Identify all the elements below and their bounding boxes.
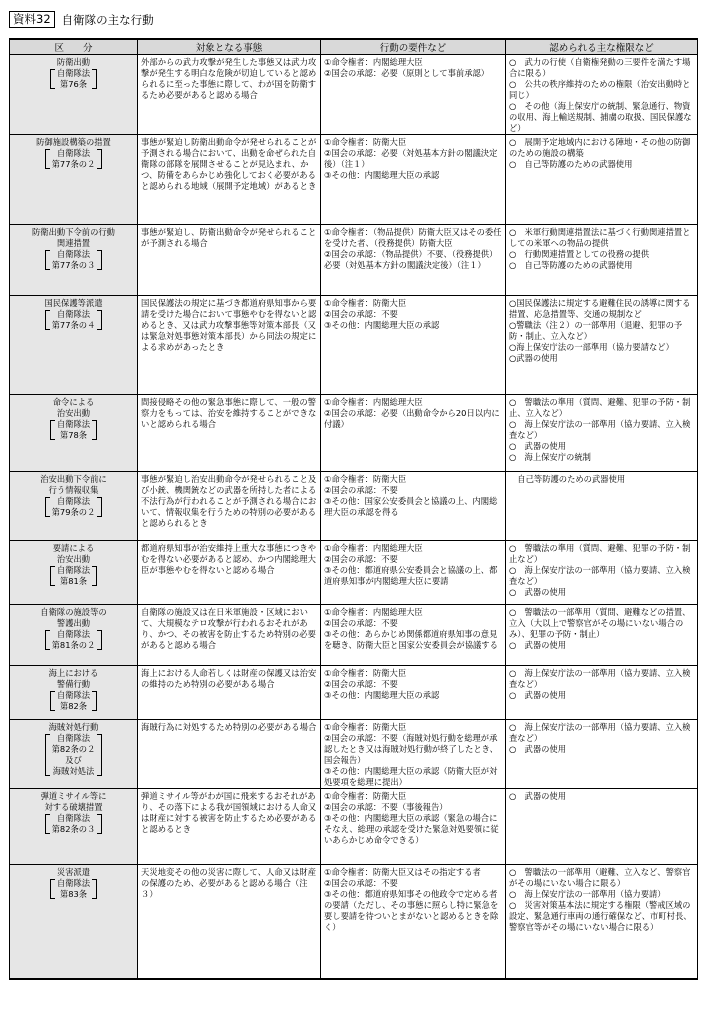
requirement-item: ①命令権者：防衛大臣 — [324, 722, 407, 732]
law-line: 自衛隊法 — [56, 813, 91, 823]
law-reference — [45, 733, 103, 777]
authority-item: ○ 行動関連措置としての役務の提供 — [509, 249, 649, 259]
reference-label: 資料32 — [9, 11, 55, 28]
column-header-requirements: 行動の要件など — [321, 39, 506, 55]
authorities-cell — [506, 720, 698, 789]
requirement-item: ②国会の承認：（物品提供）不要、（役務提供）必要（対処基本方針の閣議決定後）（注１） — [324, 249, 498, 270]
authority-item: ○ 海上保安庁法の一部準用（協力要請、立入検査など） — [509, 668, 691, 689]
authorities-cell — [506, 865, 698, 979]
condition-cell: 海上における人命若しくは財産の保護又は治安の維持のため特別の必要がある場合 — [138, 666, 321, 720]
requirement-item: ②国会の承認：不要 — [324, 485, 398, 495]
law-reference — [50, 878, 97, 900]
requirement-item: ①命令権者：防衛大臣又はその指定する者 — [324, 867, 481, 877]
authority-item: ○ 公共の秩序維持のための権限（治安出動時と同じ） — [509, 79, 691, 100]
table-row — [10, 135, 698, 225]
table-row — [10, 605, 698, 666]
row-category-cell — [10, 605, 138, 666]
requirement-item: ②国会の承認：不要 — [324, 309, 398, 319]
law-line: 第78条 — [59, 430, 88, 440]
law-reference — [45, 629, 103, 651]
requirement-item: ②国会の承認：不要 — [324, 618, 398, 628]
authority-item: ○ 武器の使用 — [509, 587, 567, 597]
condition-cell: 天災地変その他の災害に際して、人命又は財産の保護のため、必要があると認める場合（注３） — [138, 865, 321, 979]
table-row — [10, 296, 698, 395]
law-line: 自衛隊法 — [56, 565, 91, 575]
requirement-item: ①命令権者：防衛大臣 — [324, 298, 407, 308]
authority-item: ○ 武力の行使（自衛権発動の三要件を満たす場合に限る） — [509, 57, 691, 78]
authority-item: ○警職法（注２）の一部準用（退避、犯罪の予防・制止、立入など） — [509, 320, 683, 341]
requirement-item: ②国会の承認：不要（海賊対処行動を総理が承認したとき又は海賊対処行動が終了したとき、国会報告） — [324, 733, 498, 765]
row-category-cell — [10, 789, 138, 865]
category-name: 弾道ミサイル等に — [40, 791, 107, 801]
requirement-item: ②国会の承認：必要（対処基本方針の閣議決定後）（注１） — [324, 148, 498, 169]
authority-item: ○ 警職法の一部準用（避難、立入など、警察官がその場にいない場合に限る） — [509, 867, 691, 888]
requirements-cell — [321, 472, 506, 541]
law-line: 自衛隊法 — [56, 249, 91, 259]
law-line: 第77条の３ — [51, 260, 96, 270]
category-name: 要請による — [52, 543, 95, 553]
requirement-item: ③その他：内閣総理大臣の承認（緊急の場合にそなえ、総理の承認を受けた緊急対処要領に従いあらかじめ命令できる） — [324, 813, 499, 845]
requirement-item: ②国会の承認：必要（出動命令から20日以内に付議） — [324, 408, 500, 429]
condition-cell: 事態が緊迫し治安出動命令が発せられること及び小銃、機関銃などの武器を所持した者による不法行為が行われることが予測される場合において、情報収集を行うための特別の必要があると認められるとき — [138, 472, 321, 541]
row-category-cell — [10, 666, 138, 720]
law-reference — [50, 690, 97, 712]
category-name: 防衛出動下令前の行動 — [32, 227, 115, 237]
requirements-cell — [321, 865, 506, 979]
authorities-cell — [506, 395, 698, 472]
condition-cell: 自衛隊の施設又は在日米軍施設・区域において、大規模なテロ攻撃が行われるおそれがあり、かつ、その被害を防止するため特別の必要があると認める場合 — [138, 605, 321, 666]
law-reference — [45, 813, 103, 835]
requirements-cell — [321, 605, 506, 666]
requirement-item: ②国会の承認：不要 — [324, 878, 398, 888]
condition-cell: 事態が緊迫し、防衛出動命令が発せられることが予測される場合 — [138, 225, 321, 296]
table-row — [10, 395, 698, 472]
law-reference — [50, 419, 97, 441]
table-row — [10, 225, 698, 296]
condition-cell: 弾道ミサイル等がわが国に飛来するおそれがあり、その落下による我が国領域における人命又は財産に対する被害を防止するため必要があると認めるとき — [138, 789, 321, 865]
category-name: 警護出動 — [56, 618, 91, 628]
requirements-cell — [321, 720, 506, 789]
authority-item: ○国民保護法に規定する避難住民の誘導に関する措置、応急措置等、交通の規制など — [509, 298, 691, 319]
requirement-item: ①命令権者：内閣総理大臣 — [324, 397, 423, 407]
authorities-cell — [506, 296, 698, 395]
actions-table — [9, 38, 698, 980]
requirements-cell — [321, 541, 506, 605]
requirement-item: ③その他：内閣総理大臣の承認 — [324, 320, 440, 330]
law-line: 自衛隊法 — [56, 148, 91, 158]
requirements-cell — [321, 55, 506, 135]
authority-item: ○ その他（海上保安庁の統制、緊急通行、物資の収用、海上輸送規制、捕虜の取扱、国民保護など） — [509, 101, 692, 133]
law-line: 自衛隊法 — [56, 419, 91, 429]
requirement-item: ②国会の承認：必要（原則として事前承認） — [324, 68, 490, 78]
table-row — [10, 55, 698, 135]
law-line: 自衛隊法 — [56, 629, 91, 639]
requirements-cell — [321, 666, 506, 720]
category-name: 命令による — [52, 397, 95, 407]
law-reference — [45, 148, 103, 170]
table-header-row — [10, 39, 698, 55]
category-name: 治安出動 — [56, 554, 91, 564]
requirement-item: ①命令権者：（物品提供）防衛大臣又はその委任を受けた者、（役務提供）防衛大臣 — [324, 227, 502, 248]
requirement-item: ③その他：内閣総理大臣の承認 — [324, 170, 440, 180]
requirement-item: ②国会の承認：不要 — [324, 554, 398, 564]
category-name: 対する破壊措置 — [44, 802, 103, 812]
authority-item: ○ 米軍行動関連措置法に基づく行動関連措置としての米軍への物品の提供 — [509, 227, 691, 248]
requirement-item: ③その他：都道府県知事その他政令で定める者の要請（ただし、その事態に照らし特に緊急を要し要請を待ついとまがないと認めるときを除く） — [324, 889, 499, 932]
law-line: 第77条の４ — [51, 320, 96, 330]
authority-item: 自己等防護のための武器使用 — [509, 474, 626, 484]
law-reference — [50, 68, 97, 90]
authority-item: ○ 自己等防護のための武器使用 — [509, 159, 633, 169]
requirement-item: ③その他：都道府県公安委員会と協議の上、都道府県知事が内閣総理大臣に要請 — [324, 565, 498, 586]
table-row — [10, 541, 698, 605]
requirement-item: ①命令権者：内閣総理大臣 — [324, 543, 423, 553]
authority-item: ○ 災害対策基本法に規定する権限（警戒区域の設定、緊急通行車両の通行確保など、市町村長、警察官等がその場にいない場合に限る） — [509, 900, 692, 932]
row-category-cell — [10, 472, 138, 541]
law-line: 第82条 — [59, 701, 88, 711]
authority-item: ○ 警職法の一部準用（質問、避難などの措置、立入（大以上で警察官がその場にいない場合のみ）、犯罪の予防・制止） — [509, 607, 691, 639]
authority-item: ○ 武器の使用 — [509, 791, 567, 801]
table-row — [10, 720, 698, 789]
category-name: 防衛出動 — [56, 57, 91, 67]
law-line: 第82条の３ — [51, 824, 96, 834]
requirement-item: ③その他：あらかじめ関係都道府県知事の意見を聴き、防衛大臣と国家公安委員会が協議する — [324, 629, 498, 650]
row-category-cell — [10, 296, 138, 395]
category-name: 海賊対処行動 — [48, 722, 99, 732]
requirement-item: ①命令権者：防衛大臣 — [324, 668, 407, 678]
law-line: 自衛隊法 — [56, 309, 91, 319]
row-category-cell — [10, 135, 138, 225]
authority-item: ○海上保安庁法の一部準用（協力要請など） — [509, 342, 674, 352]
law-line: 第81条 — [59, 576, 88, 586]
category-name: 災害派遣 — [56, 867, 91, 877]
law-line: 海賊対処法 — [52, 766, 95, 776]
authority-item: ○ 海上保安庁法の一部準用（協力要請、立入検査など） — [509, 722, 691, 743]
category-name: 行う情報収集 — [48, 485, 99, 495]
requirement-item: ②国会の承認：不要（事後報告） — [324, 802, 448, 812]
law-line: 自衛隊法 — [56, 733, 91, 743]
law-line: 第77条の２ — [51, 159, 96, 169]
law-line: 第83条 — [59, 889, 88, 899]
requirement-item: ②国会の承認：不要 — [324, 679, 398, 689]
category-name: 海上における — [48, 668, 99, 678]
requirements-cell — [321, 789, 506, 865]
document-title: 自衛隊の主な行動 — [61, 12, 154, 27]
requirements-cell — [321, 296, 506, 395]
authority-item: ○ 海上保安庁法の一部準用（協力要請、立入検査など） — [509, 419, 691, 440]
row-category-cell — [10, 395, 138, 472]
requirement-item: ①命令権者：内閣総理大臣 — [324, 607, 423, 617]
law-line: 第76条 — [59, 79, 88, 89]
law-reference — [45, 496, 103, 518]
law-reference — [50, 565, 97, 587]
authority-item: ○ 海上保安庁の統制 — [509, 452, 591, 462]
row-category-cell — [10, 55, 138, 135]
requirement-item: ③その他：内閣総理大臣の承認（防衛大臣が対処要項を総理に提出） — [324, 766, 498, 787]
category-name: 治安出動 — [56, 408, 91, 418]
authority-item: ○ 武器の使用 — [509, 690, 567, 700]
condition-cell: 外部からの武力攻撃が発生した事態又は武力攻撃が発生する明白な危険が切迫していると認められるに至った事態に際して、わが国を防衛するため必要があると認める場合 — [138, 55, 321, 135]
requirements-cell — [321, 135, 506, 225]
authorities-cell — [506, 135, 698, 225]
condition-cell: 間接侵略その他の緊急事態に際して、一般の警察力をもっては、治安を維持することができないと認められる場合 — [138, 395, 321, 472]
row-category-cell — [10, 541, 138, 605]
category-name: 治安出動下令前に — [40, 474, 107, 484]
authority-item: ○ 展開予定地域内における陣地・その他の防御のための施設の構築 — [509, 137, 691, 158]
authority-item: ○ 武器の使用 — [509, 640, 567, 650]
law-reference — [45, 309, 103, 331]
authority-item: ○武器の使用 — [509, 353, 558, 363]
law-line: 第81条の２ — [51, 640, 96, 650]
condition-cell: 海賊行為に対処するため特別の必要がある場合 — [138, 720, 321, 789]
authorities-cell — [506, 225, 698, 296]
row-category-cell — [10, 720, 138, 789]
law-reference — [45, 249, 103, 271]
authority-item: ○ 海上保安庁法の一部準用（協力要請） — [509, 889, 666, 899]
column-header-category: 区 分 — [10, 39, 138, 55]
category-name: 警備行動 — [56, 679, 91, 689]
column-header-condition: 対象となる事態 — [138, 39, 321, 55]
authority-item: ○ 自己等防護のための武器使用 — [509, 260, 633, 270]
authorities-cell — [506, 666, 698, 720]
law-line: 第82条の２ — [51, 744, 96, 754]
condition-cell: 国民保護法の規定に基づき都道府県知事から要請を受けた場合において事態やむを得ないと認めるとき、又は武力攻撃事態等対策本部長（又は緊急対処事態対策本部長）から同法の規定による求めがあったとき — [138, 296, 321, 395]
requirement-item: ①命令権者：防衛大臣 — [324, 791, 407, 801]
requirement-item: ③その他：国家公安委員会と協議の上、内閣総理大臣の承認を得る — [324, 496, 498, 517]
authority-item: ○ 警職法の準用（質問、避難、犯罪の予防・制止など） — [509, 543, 691, 564]
law-line: 第79条の２ — [51, 507, 96, 517]
row-category-cell — [10, 225, 138, 296]
law-line: 自衛隊法 — [56, 878, 91, 888]
category-name: 防御施設構築の措置 — [36, 137, 111, 147]
condition-cell: 事態が緊迫し防衛出動命令が発せられることが予測される場合において、出動を命ぜられた自衛隊の部隊を展開させることが見込まれ、かつ、防備をあらかじめ強化しておく必要があると認められる地域（展開予定地域）があるとき — [138, 135, 321, 225]
authorities-cell — [506, 605, 698, 666]
category-name: 自衛隊の施設等の — [40, 607, 107, 617]
authority-item: ○ 海上保安庁法の一部準用（協力要請、立入検査など） — [509, 565, 691, 586]
table-row — [10, 472, 698, 541]
requirement-item: ③その他：内閣総理大臣の承認 — [324, 690, 440, 700]
law-line: 自衛隊法 — [56, 496, 91, 506]
requirements-cell — [321, 225, 506, 296]
requirement-item: ①命令権者：防衛大臣 — [324, 474, 407, 484]
row-category-cell — [10, 865, 138, 979]
category-name: 国民保護等派遣 — [44, 298, 103, 308]
requirements-cell — [321, 395, 506, 472]
authorities-cell — [506, 55, 698, 135]
authority-item: ○ 武器の使用 — [509, 744, 567, 754]
authority-item: ○ 武器の使用 — [509, 441, 567, 451]
requirement-item: ①命令権者：防衛大臣 — [324, 137, 407, 147]
law-line: 及び — [65, 755, 82, 765]
table-row — [10, 865, 698, 979]
law-line: 自衛隊法 — [56, 68, 91, 78]
authorities-cell — [506, 541, 698, 605]
category-name: 関連措置 — [56, 238, 91, 248]
condition-cell: 都道府県知事が治安維持上重大な事態につきやむを得ない必要があると認め、かつ内閣総理大臣が事態やむを得ないと認める場合 — [138, 541, 321, 605]
authorities-cell — [506, 789, 698, 865]
document-header — [9, 10, 154, 29]
requirement-item: ①命令権者：内閣総理大臣 — [324, 57, 423, 67]
column-header-authorities: 認められる主な権限など — [506, 39, 698, 55]
authorities-cell — [506, 472, 698, 541]
table-row — [10, 666, 698, 720]
law-line: 自衛隊法 — [56, 690, 91, 700]
authority-item: ○ 警職法の準用（質問、避難、犯罪の予防・制止、立入など） — [509, 397, 691, 418]
table-row — [10, 789, 698, 865]
